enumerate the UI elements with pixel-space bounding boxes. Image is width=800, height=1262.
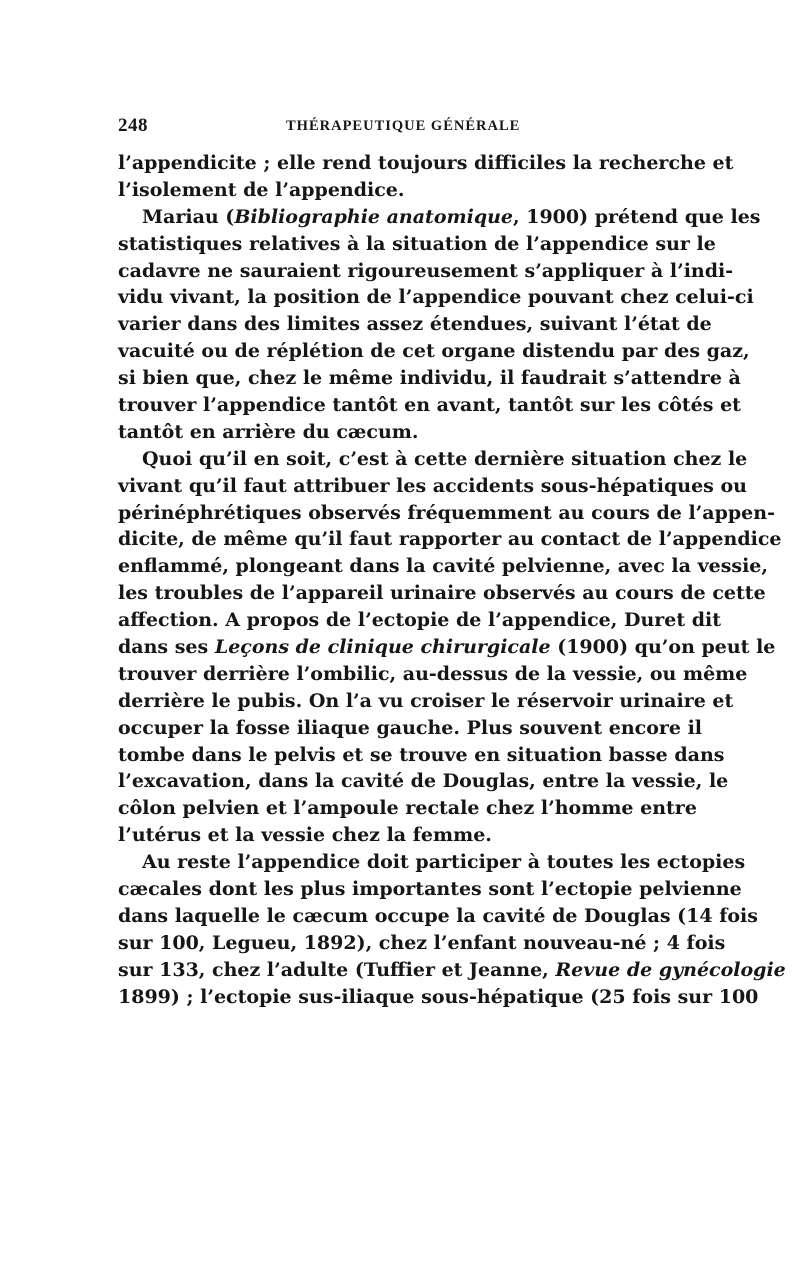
text-line: affection. A propos de l’ectopie de l’appendice, Duret dit xyxy=(118,609,722,632)
text-line: les troubles de l’appareil urinaire observés au cours de cette xyxy=(118,582,766,605)
text-line: dans ses Leçons de clinique chirurgicale (1900) qu’on peut le xyxy=(118,636,776,659)
text-line: vivant qu’il faut attribuer les accidents sous-hépatiques ou xyxy=(118,474,747,497)
page-header xyxy=(118,115,680,141)
body-text xyxy=(118,150,786,1011)
text-line: l’appendicite ; elle rend toujours difficiles la recherche et xyxy=(118,152,734,174)
text-line: trouver l’appendice tantôt en avant, tantôt sur les côtés et xyxy=(118,394,741,417)
text-line: vacuité ou de réplétion de cet organe distendu par des gaz, xyxy=(118,340,750,363)
text-line: sur 100, Legueu, 1892), chez l’enfant nouveau-né ; 4 fois xyxy=(118,931,726,954)
text-line: occuper la fosse iliaque gauche. Plus souvent encore il xyxy=(118,716,703,739)
citation-italic: Revue de gynécologie xyxy=(555,958,786,981)
text-line: l’utérus et la vessie chez la femme. xyxy=(118,824,492,847)
text-line: derrière le pubis. On l’a vu croiser le réservoir urinaire et xyxy=(118,689,734,712)
text-line: Mariau (Bibliographie anatomique, 1900) prétend que les xyxy=(142,205,761,228)
text-line: sur 133, chez l’adulte (Tuffier et Jeanne, Revue de gynécologie xyxy=(118,958,786,981)
running-head: THÉRAPEUTIQUE GÉNÉRALE xyxy=(286,118,521,134)
text-line: vidu vivant, la position de l’appendice pouvant chez celui-ci xyxy=(118,286,754,309)
text-line: cadavre ne sauraient rigoureusement s’appliquer à l’indi- xyxy=(118,259,734,282)
citation-italic: Bibliographie anatomique xyxy=(234,205,514,228)
text-line: si bien que, chez le même individu, il faudrait s’attendre à xyxy=(118,367,741,390)
text-line: tantôt en arrière du cæcum. xyxy=(118,420,419,443)
text-line: 1899) ; l’ectopie sus-iliaque sous-hépatique (25 fois sur 100 xyxy=(118,985,759,1008)
text-line: Quoi qu’il en soit, c’est à cette dernière situation chez le xyxy=(142,447,748,470)
text-line: dans laquelle le cæcum occupe la cavité de Douglas (14 fois xyxy=(118,904,758,927)
text-line: Au reste l’appendice doit participer à toutes les ectopies xyxy=(142,851,746,874)
text-line: côlon pelvien et l’ampoule rectale chez l’homme entre xyxy=(118,797,697,820)
text-line: l’isolement de l’appendice. xyxy=(118,178,405,201)
citation-italic: Leçons de clinique chirurgicale xyxy=(214,636,551,659)
text-line: enflammé, plongeant dans la cavité pelvienne, avec la vessie, xyxy=(118,555,769,578)
text-line: cæcales dont les plus importantes sont l’ectopie pelvienne xyxy=(118,878,742,901)
text-line: l’excavation, dans la cavité de Douglas, entre la vessie, le xyxy=(118,770,729,793)
text-line: périnéphrétiques observés fréquemment au cours de l’appen- xyxy=(118,501,775,524)
text-line: statistiques relatives à la situation de l’appendice sur le xyxy=(118,232,716,255)
text-line: tombe dans le pelvis et se trouve en situation basse dans xyxy=(118,743,725,766)
text-line: trouver derrière l’ombilic, au-dessus de la vessie, ou même xyxy=(118,662,748,685)
text-line: varier dans des limites assez étendues, suivant l’état de xyxy=(118,313,712,336)
page-number: 248 xyxy=(118,115,148,136)
text-line: dicite, de même qu’il faut rapporter au contact de l’appendice xyxy=(118,528,782,551)
